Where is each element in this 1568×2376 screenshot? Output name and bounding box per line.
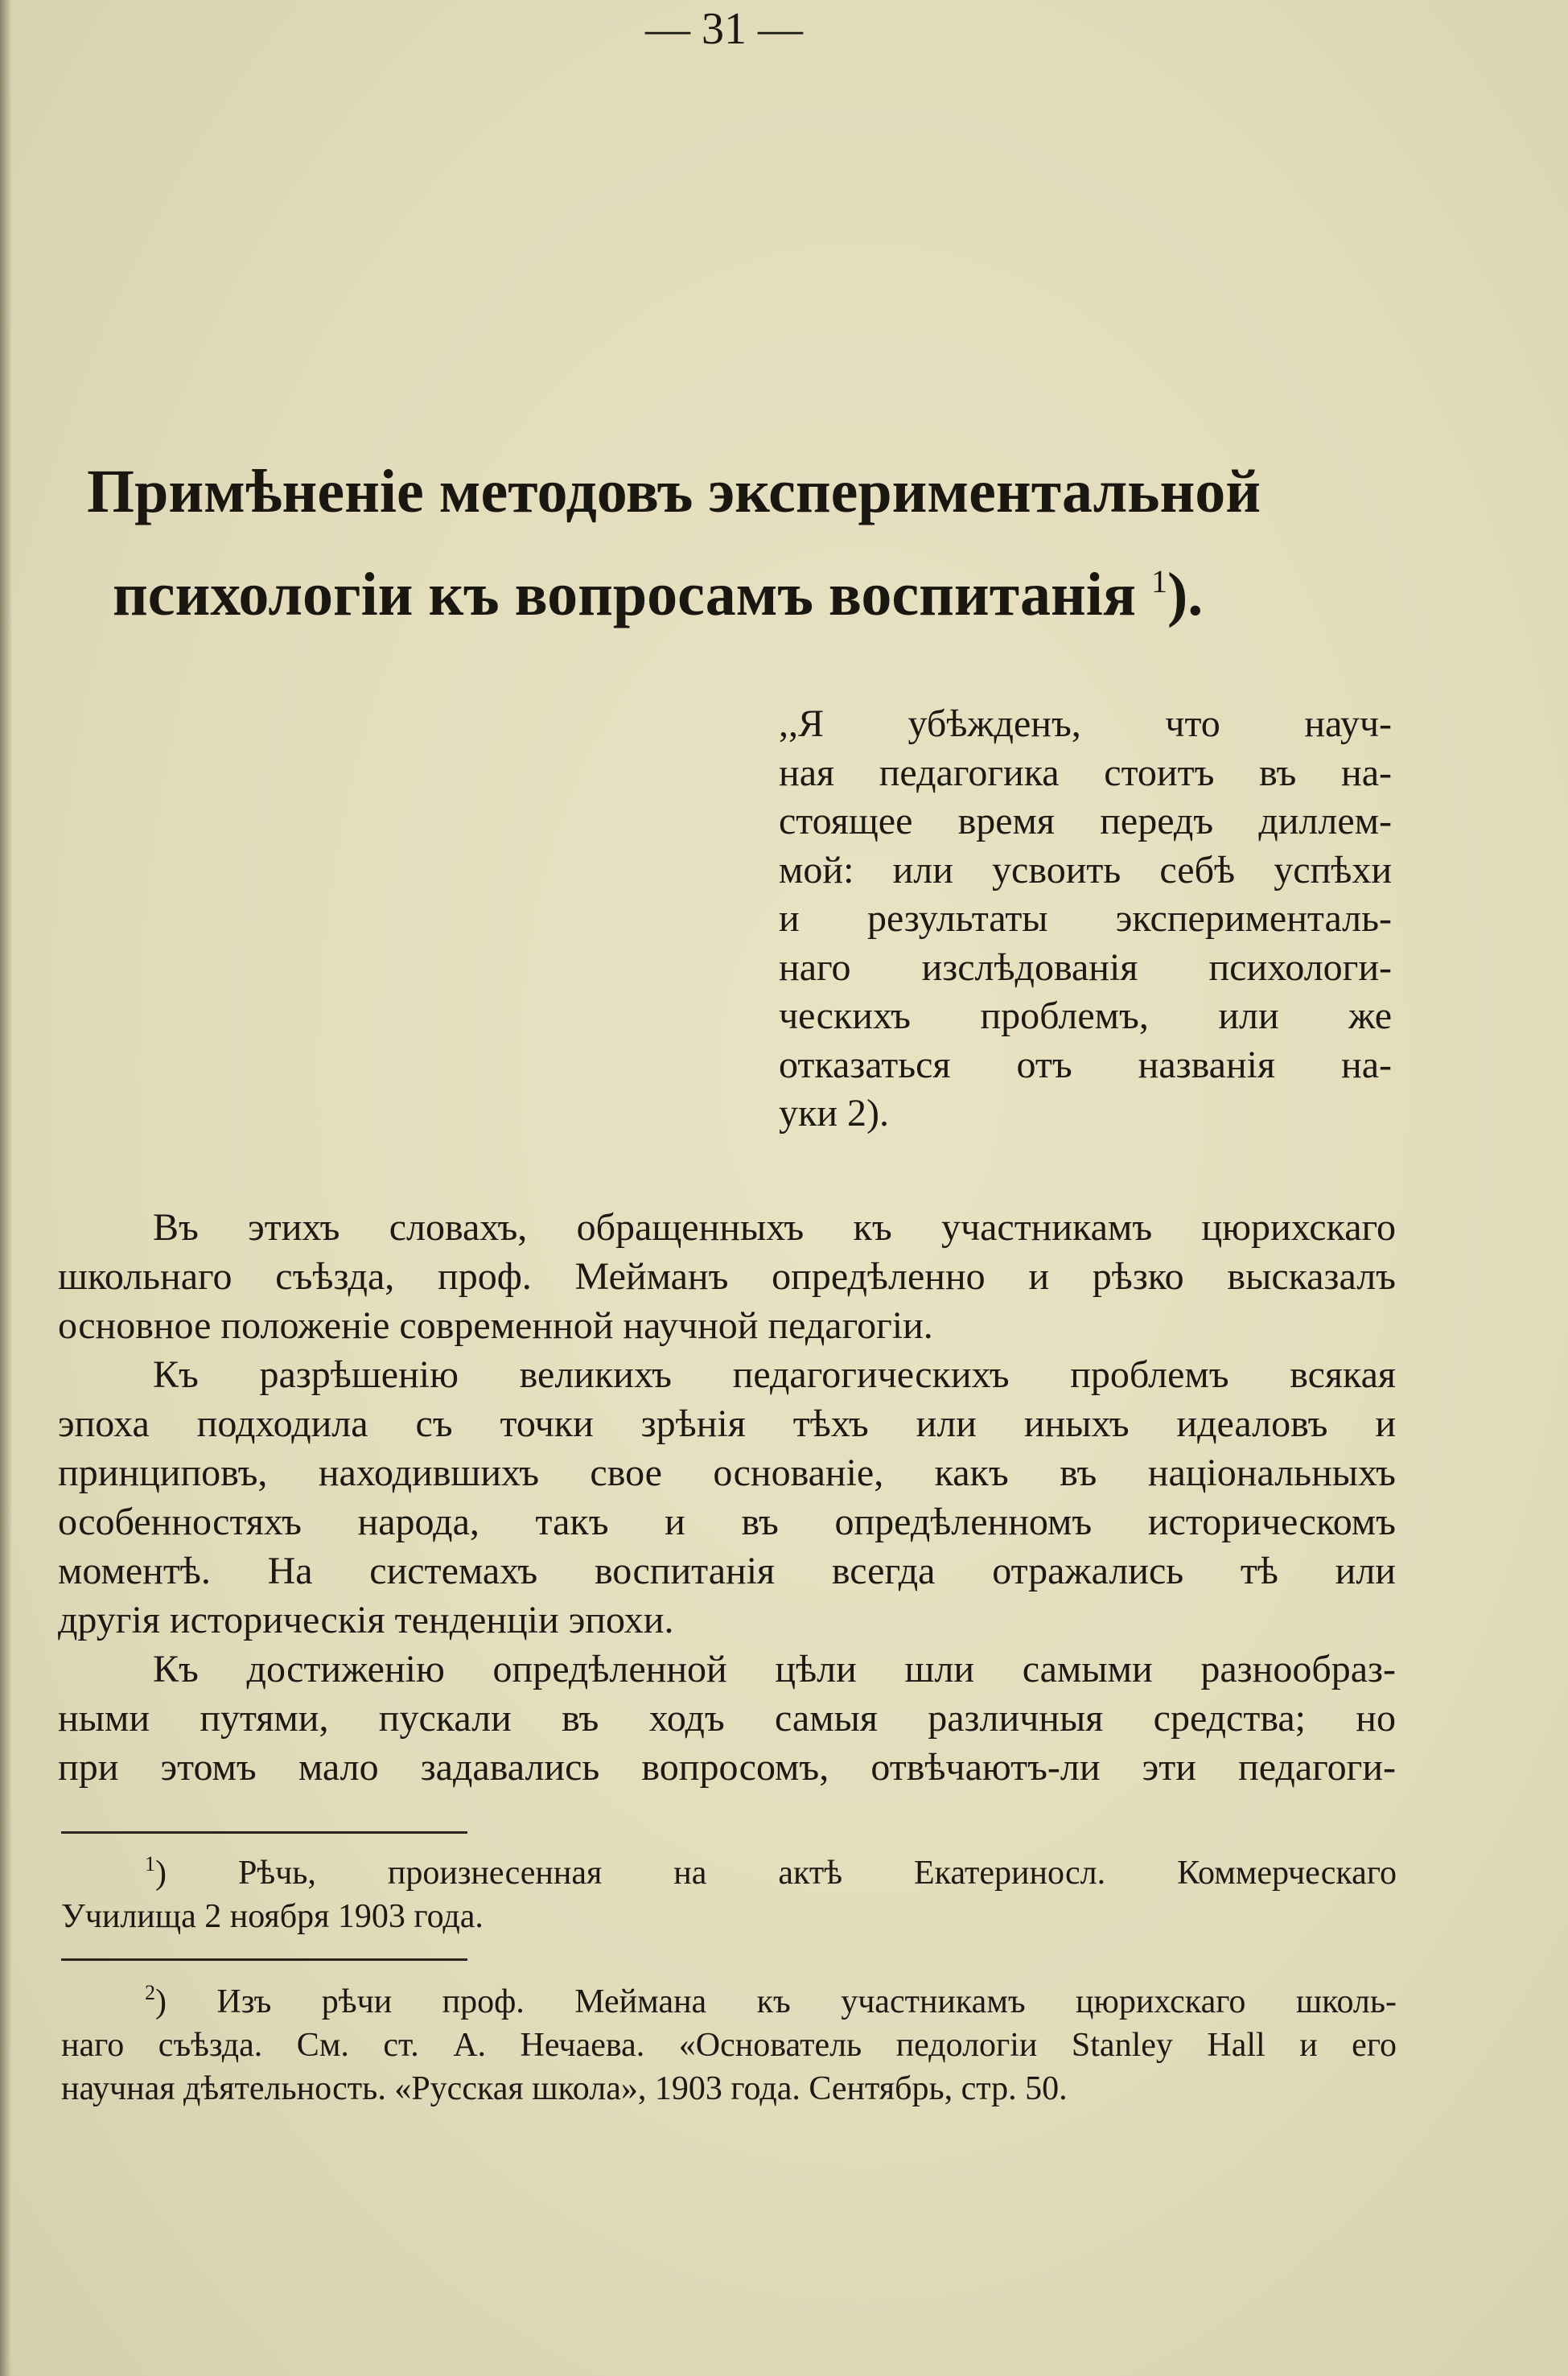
- text-line: эпоха подходила съ точки зрѣнія тѣхъ или иныхъ идеаловъ и: [58, 1402, 1396, 1445]
- paragraph-1: [58, 1203, 1396, 1350]
- footnote-divider: [61, 1958, 467, 1961]
- footnote-2-text: ) Изъ рѣчи проф. Меймана къ участникамъ цюрихскаго школь-: [155, 1983, 1397, 2020]
- text-line: школьнаго съѣзда, проф. Мейманъ опредѣленно и рѣзко высказалъ: [58, 1255, 1396, 1298]
- chapter-title: [87, 447, 1422, 640]
- footnote-line: научная дѣятельность. «Русская школа», 1903 года. Сентябрь, стр. 50.: [61, 2070, 1068, 2107]
- text-line: Къ достиженію опредѣленной цѣли шли самыми разнообраз-: [153, 1648, 1396, 1690]
- text-line: особенностяхъ народа, такъ и въ опредѣленномъ историческомъ: [58, 1501, 1396, 1543]
- epigraph-quote: [779, 700, 1392, 1139]
- title-line-2-end: ).: [1167, 561, 1204, 628]
- footnote-divider: [61, 1831, 467, 1834]
- text-line: другія историческія тенденціи эпохи.: [58, 1599, 674, 1641]
- text-line: основное положеніе современной научной педагогіи.: [58, 1304, 933, 1347]
- epigraph-line: отказаться отъ названія на-: [779, 1043, 1392, 1086]
- footnote-line: [61, 1843, 1397, 1895]
- footnote-1-text: ) Рѣчь, произнесенная на актѣ Екатериносл. Коммерческаго: [155, 1855, 1397, 1892]
- text-line: Къ разрѣшенію великихъ педагогическихъ проблемъ всякая: [153, 1353, 1396, 1396]
- title-line-2: [87, 537, 1422, 640]
- page-edge: [0, 0, 11, 2376]
- text-line: при этомъ мало задавались вопросомъ, отвѣчаютъ-ли эти педагоги-: [58, 1746, 1396, 1789]
- text-line: Въ этихъ словахъ, обращенныхъ къ участникамъ цюрихскаго: [153, 1206, 1396, 1249]
- paragraph-3: [58, 1645, 1396, 1792]
- epigraph-line: ная педагогика стоитъ въ на-: [779, 751, 1392, 794]
- title-line-2-text: психологіи къ вопросамъ воспитанія: [113, 561, 1136, 628]
- epigraph-line: ,,Я убѣжденъ, что науч-: [779, 702, 1392, 745]
- epigraph-line: ческихъ проблемъ, или же: [779, 994, 1392, 1037]
- epigraph-line: уки 2).: [779, 1092, 889, 1134]
- epigraph-line: и результаты эксперименталь-: [779, 897, 1392, 940]
- title-line-1: Примѣненіе методовъ экспериментальной: [87, 458, 1261, 525]
- epigraph-line: наго изслѣдованія психологи-: [779, 945, 1392, 989]
- epigraph-line: стоящее время передъ диллем-: [779, 800, 1392, 842]
- footnote-1-marker: 1: [145, 1852, 155, 1876]
- text-line: принциповъ, находившихъ свое основаніе, какъ въ національныхъ: [58, 1452, 1396, 1494]
- footnote-line: [61, 1971, 1397, 2024]
- footnote-1: [61, 1843, 1397, 1938]
- footnote-2: [61, 1971, 1397, 2110]
- paragraph-2: [58, 1350, 1396, 1645]
- footnote-2-marker: 2: [145, 1981, 155, 2004]
- footnote-line: Училища 2 ноября 1903 года.: [61, 1898, 484, 1935]
- body-text: [58, 1203, 1396, 1792]
- page-number: — 31 —: [645, 4, 803, 54]
- footnote-line: наго съѣзда. См. ст. А. Нечаева. «Основатель педологіи Stanley Hall и его: [61, 2027, 1397, 2064]
- text-line: моментѣ. На системахъ воспитанія всегда отражались тѣ или: [58, 1550, 1396, 1592]
- title-footnote-marker[interactable]: 1: [1151, 563, 1167, 599]
- epigraph-line: мой: или усвоить себѣ успѣхи: [779, 848, 1392, 892]
- text-line: ными путями, пускали въ ходъ самыя различныя средства; но: [58, 1697, 1396, 1740]
